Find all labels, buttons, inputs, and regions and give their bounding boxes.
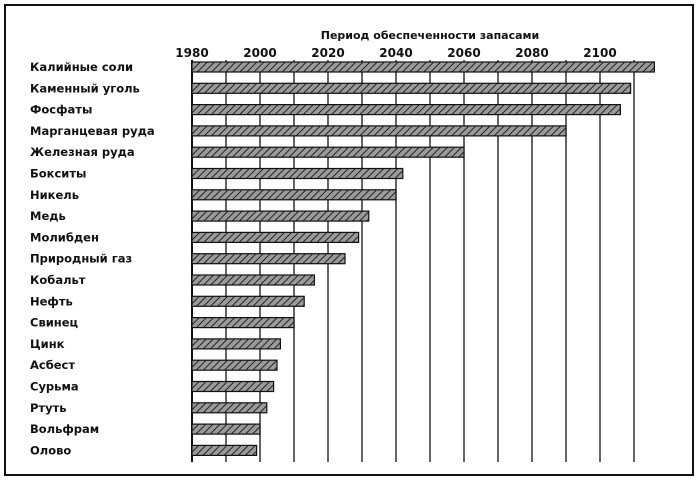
category-label: Медь [30, 209, 66, 224]
category-label: Марганцевая руда [30, 123, 155, 138]
category-label: Цинк [30, 336, 65, 351]
x-tick-label: 2060 [447, 46, 481, 60]
bar [192, 296, 304, 306]
x-tick-label: 2020 [311, 46, 345, 60]
bar [192, 105, 620, 115]
category-label: Вольфрам [30, 422, 100, 437]
bar [192, 424, 260, 434]
category-label: Олово [30, 443, 72, 458]
category-label: Сурьма [30, 379, 79, 394]
category-label: Фосфаты [30, 102, 93, 117]
bar [192, 190, 396, 200]
bar [192, 254, 345, 264]
x-tick-label: 2000 [243, 46, 277, 60]
category-label: Железная руда [30, 145, 135, 160]
bar [192, 232, 359, 242]
category-label: Природный газ [30, 251, 133, 266]
bars [192, 62, 654, 455]
bar [192, 275, 314, 285]
bar [192, 62, 654, 72]
category-label: Нефть [30, 294, 73, 309]
category-label: Кобальт [30, 273, 86, 287]
category-label: Каменный уголь [30, 81, 140, 96]
x-tick-label: 2100 [583, 46, 617, 60]
bar [192, 403, 267, 413]
bar [192, 445, 257, 455]
bar [192, 211, 369, 221]
category-label: Свинец [30, 315, 79, 330]
x-tick-label: 2040 [379, 46, 413, 60]
category-label: Асбест [30, 358, 76, 373]
category-label: Бокситы [30, 166, 87, 181]
x-tick-label: 2080 [515, 46, 549, 60]
bar [192, 126, 566, 136]
bar [192, 83, 631, 93]
bar [192, 382, 274, 392]
bar [192, 360, 277, 370]
bar [192, 318, 294, 328]
bar [192, 339, 280, 349]
bar [192, 147, 464, 157]
category-label: Ртуть [30, 400, 67, 415]
category-label: Калийные соли [30, 60, 134, 74]
category-labels [30, 60, 155, 457]
x-tick-label: 1980 [175, 46, 209, 60]
chart-title: Период обеспеченности запасами [320, 29, 540, 42]
category-label: Никель [30, 187, 79, 202]
category-label: Молибден [30, 230, 99, 245]
x-tick-labels [175, 46, 616, 60]
bar [192, 169, 403, 179]
